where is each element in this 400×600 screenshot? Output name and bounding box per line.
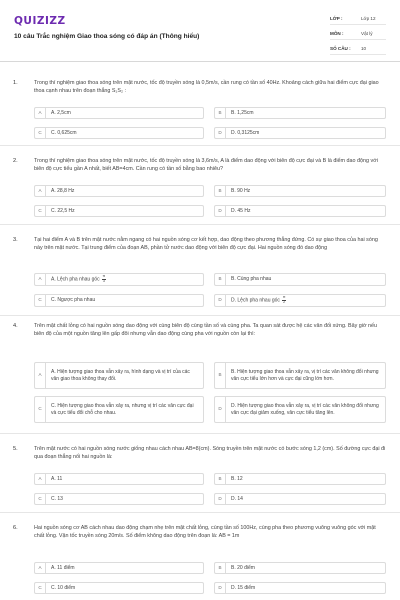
question-divider [0, 145, 400, 146]
option-b[interactable] [214, 562, 386, 574]
option-letter: B [215, 363, 226, 388]
option-text: B. Cùng pha nhau [231, 276, 272, 283]
option-letter: B [215, 186, 226, 196]
option-text: D. 0,3125cm [231, 129, 260, 136]
option-text: C. 10 điểm [51, 584, 76, 591]
question-text: Hai nguồn sóng cơ AB cách nhau dao động chạm nhẹ trên mặt chất lỏng, cùng tần số 100Hz, cùng pha theo phương vuông vuông góc với mặt chất lỏng. Vận tốc truyền sóng 20m/s. Số điểm không dao động trên đoạn là: AB = 1m [34, 525, 376, 539]
option-c[interactable] [34, 582, 204, 594]
option-a[interactable] [34, 562, 204, 574]
worksheet-title: 10 câu Trắc nghiệm Giao thoa sóng có đáp án (Thông hiểu) [14, 33, 200, 40]
question-number: 1. [13, 80, 18, 86]
option-text: A. 28,8 Hz [51, 187, 75, 194]
option-b[interactable] [214, 107, 386, 119]
option-text: B. 20 điểm [231, 564, 255, 571]
option-d[interactable] [214, 493, 386, 505]
option-letter: D [215, 206, 226, 216]
option-letter: D [215, 295, 226, 306]
option-a[interactable] [34, 362, 204, 389]
option-text: B. 1,25cm [231, 109, 254, 116]
option-d[interactable] [214, 582, 386, 594]
option-c[interactable] [34, 205, 204, 217]
option-text: B. 90 Hz [231, 187, 251, 194]
option-text: C. 13 [51, 495, 63, 502]
option-label: A. Lệch pha nhau góc [51, 276, 100, 283]
option-b[interactable] [214, 473, 386, 485]
option-b[interactable] [214, 185, 386, 197]
fraction [282, 296, 286, 305]
question-divider [0, 512, 400, 513]
option-text: C. Ngược pha nhau [51, 297, 96, 304]
option-a[interactable] [34, 473, 204, 485]
question-number: 2. [13, 158, 18, 164]
worksheet-meta [330, 14, 386, 59]
option-c[interactable] [34, 294, 204, 307]
option-letter: B [215, 108, 226, 118]
option-letter: A [35, 186, 46, 196]
quizizz-logo: QUIZIZZ [14, 15, 66, 27]
option-b[interactable] [214, 362, 386, 389]
option-letter: C [35, 583, 46, 593]
meta-value: Vật lý [361, 30, 373, 36]
question-number: 3. [13, 237, 18, 243]
meta-row-class [330, 14, 386, 25]
option-text: B. Hiện tượng giao thoa vẫn xảy ra, vị trí các vân không đổi nhưng vân cực tiểu lớn hơn và cực đại cũng lớn hơn. [231, 368, 379, 382]
fraction-numerator: π [282, 295, 286, 300]
option-a[interactable] [34, 107, 204, 119]
option-text: C. 22,5 Hz [51, 207, 75, 214]
question-text: Trong thí nghiệm giao thoa sóng trên mặt nước, tốc độ truyền sóng là 0,5m/s, cần rung có tần số 40Hz. Khoảng cách giữa hai điểm cực đại giao thoa cạnh nhau trên đoạn thẳng S₁S₂ : [34, 80, 379, 94]
meta-label: SỐ CÂU : [330, 45, 351, 51]
option-letter: A [35, 363, 46, 388]
option-letter: C [35, 494, 46, 504]
option-b[interactable] [214, 273, 386, 286]
option-letter: A [35, 474, 46, 484]
question-divider [0, 224, 400, 225]
option-a[interactable] [34, 185, 204, 197]
option-c[interactable] [34, 396, 204, 423]
option-text: C. 0,625cm [51, 129, 77, 136]
question-divider [0, 315, 400, 316]
option-letter: A [35, 108, 46, 118]
option-letter: B [215, 274, 226, 285]
option-text: D. 45 Hz [231, 207, 251, 214]
option-letter: D [215, 583, 226, 593]
option-text: D. 15 điểm [231, 584, 256, 591]
option-d[interactable] [214, 127, 386, 139]
option-text: B. 12 [231, 475, 243, 482]
option-letter: D [215, 494, 226, 504]
option-text: D. Hiện tượng giao thoa vẫn xảy ra, vị trí các vân không đổi nhưng vân cực đại giảm xuống, vân cực tiểu tăng lên. [231, 402, 379, 416]
option-text: C. Hiện tượng giao thoa vẫn xảy ra, nhưng vị trí các vân cực đại và cực tiểu đổi chỗ cho nhau. [51, 402, 194, 416]
option-text: A. 11 điểm [51, 564, 75, 571]
question-number: 5. [13, 446, 18, 452]
option-text [46, 275, 111, 284]
option-letter: C [35, 206, 46, 216]
option-letter: D [215, 397, 226, 422]
option-letter: A [35, 274, 46, 285]
option-c[interactable] [34, 493, 204, 505]
option-letter: B [215, 474, 226, 484]
meta-row-count [330, 44, 386, 55]
question-number: 4. [13, 323, 18, 329]
option-d[interactable] [214, 205, 386, 217]
question-text: Trên mặt chất lỏng có hai nguồn sóng dao động với cùng biên độ cùng tần số và cùng pha. Ta quan sát được hệ các vân đối xứng. Bây giờ nếu biên độ của một nguồn tăng lên gấp đôi nhưng vẫn dao động cùng pha với nguồn còn lại thì: [34, 323, 377, 337]
option-text: A. Hiện tượng giao thoa vẫn xảy ra, hình dạng và vị trí của các vân giao thoa không thay đổi. [51, 368, 190, 382]
option-d[interactable] [214, 396, 386, 423]
question-divider [0, 433, 400, 434]
fraction [102, 275, 106, 284]
option-letter: C [35, 295, 46, 306]
option-text: D. 14 [231, 495, 243, 502]
meta-label: MÔN : [330, 30, 344, 36]
meta-label: LỚP : [330, 15, 343, 21]
option-letter: D [215, 128, 226, 138]
question-text: Tại hai điểm A và B trên mặt nước nằm ngang có hai nguồn sóng cơ kết hợp, dao động theo phương thẳng đứng. Có sự giao thoa của hai sóng này trên mặt nước. Tại trung điểm của đoạn AB, phần tử nước dao động với biên độ cực đại. Hai nguồn sóng đó dao động [34, 237, 378, 251]
fraction-denominator: 3 [102, 279, 105, 283]
question-text: Trên mặt nước có hai nguồn sóng nước giống nhau cách nhau AB=8(cm). Sóng truyền trên mặt nước có bước sóng 1,2 (cm). Số đường cực đại đi qua đoạn thẳng nối hai nguồn là: [34, 446, 386, 460]
meta-value: Lớp 12 [361, 15, 376, 21]
option-text: A. 11 [51, 475, 63, 482]
option-d[interactable] [214, 294, 386, 307]
meta-row-subject [330, 29, 386, 40]
option-c[interactable] [34, 127, 204, 139]
option-text: A. 2,5cm [51, 109, 71, 116]
question-number: 6. [13, 525, 18, 531]
fraction-numerator: π [102, 274, 106, 279]
option-letter: B [215, 563, 226, 573]
option-letter: A [35, 563, 46, 573]
question-text: Trong thí nghiệm giao thoa sóng trên mặt nước, tốc độ truyền sóng là 3,6m/s, A là điểm dao động với biên độ cực đại và B là điểm dao động với biên độ cực tiểu gần A nhất, biết AB=4cm. Cần rung có tần số bằng bao nhiêu? [34, 158, 378, 172]
option-label: D. Lệch pha nhau góc [231, 297, 280, 304]
meta-value: 10 [361, 45, 367, 51]
option-letter: C [35, 128, 46, 138]
worksheet-header [0, 0, 400, 62]
option-a[interactable] [34, 273, 204, 286]
fraction-denominator: 2 [283, 300, 286, 304]
option-letter: C [35, 397, 46, 422]
option-text [226, 296, 291, 305]
